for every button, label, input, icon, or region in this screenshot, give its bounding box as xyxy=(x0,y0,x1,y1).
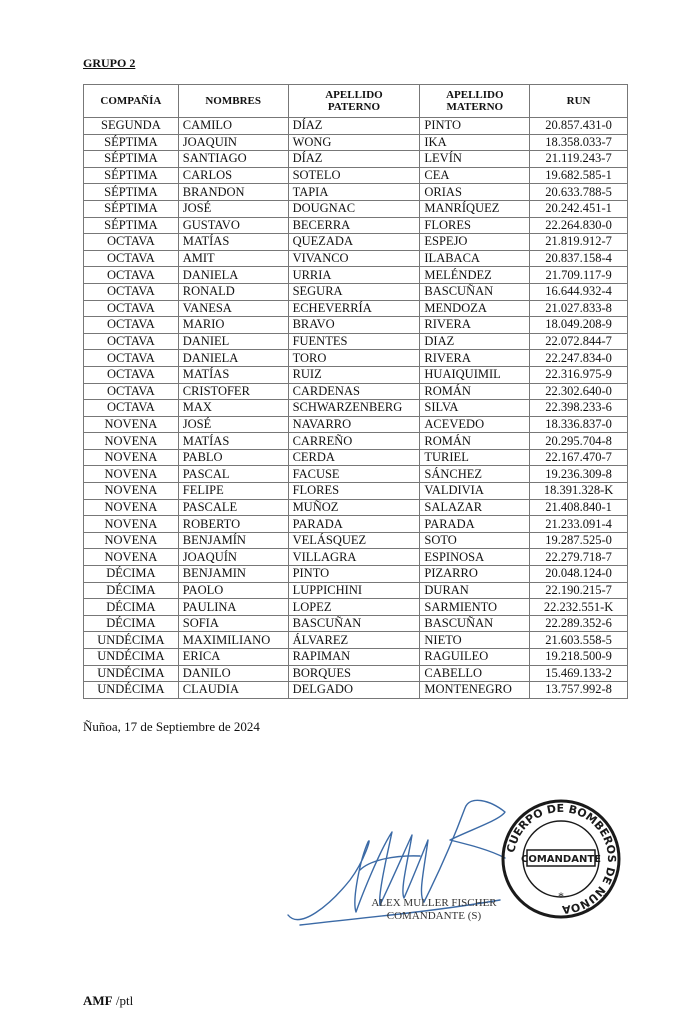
table-cell: MENDOZA xyxy=(420,300,530,317)
table-cell: NIETO xyxy=(420,632,530,649)
table-cell: MARIO xyxy=(178,317,288,334)
table-cell: PARADA xyxy=(420,516,530,533)
signer-block xyxy=(364,897,504,923)
table-cell: DÍAZ xyxy=(288,151,420,168)
table-cell: DÍAZ xyxy=(288,118,420,135)
table-row xyxy=(84,333,628,350)
table-cell: WONG xyxy=(288,134,420,151)
table-cell: RIVERA xyxy=(420,350,530,367)
table-cell: SOTO xyxy=(420,532,530,549)
table-cell: DÉCIMA xyxy=(84,566,179,583)
table-cell: DANIELA xyxy=(178,350,288,367)
table-row xyxy=(84,151,628,168)
table-cell: OCTAVA xyxy=(84,383,179,400)
table-cell: UNDÉCIMA xyxy=(84,632,179,649)
table-cell: MAX xyxy=(178,400,288,417)
header-line: RUN xyxy=(566,95,591,107)
table-row xyxy=(84,350,628,367)
table-cell: TURIEL xyxy=(420,449,530,466)
table-cell: ESPINOSA xyxy=(420,549,530,566)
table-cell: 18.358.033-7 xyxy=(530,134,628,151)
table-cell: 20.295.704-8 xyxy=(530,433,628,450)
table-row xyxy=(84,184,628,201)
table-row xyxy=(84,217,628,234)
table-cell: 21.027.833-8 xyxy=(530,300,628,317)
table-cell: NAVARRO xyxy=(288,416,420,433)
table-cell: SÉPTIMA xyxy=(84,184,179,201)
table-cell: DELGADO xyxy=(288,682,420,699)
table-cell: SÉPTIMA xyxy=(84,200,179,217)
table-cell: OCTAVA xyxy=(84,317,179,334)
seal-star-icon: * xyxy=(558,889,564,903)
table-cell: 19.236.309-8 xyxy=(530,466,628,483)
signature-stroke xyxy=(424,800,505,902)
table-cell: RAPIMAN xyxy=(288,649,420,666)
header-line: MATERNO xyxy=(446,101,504,113)
table-cell: BASCUÑAN xyxy=(420,283,530,300)
table-cell: QUEZADA xyxy=(288,234,420,251)
table-cell: JOAQUIN xyxy=(178,134,288,151)
table-cell: 21.819.912-7 xyxy=(530,234,628,251)
table-row xyxy=(84,267,628,284)
table-cell: ROMÁN xyxy=(420,383,530,400)
table-cell: SALAZAR xyxy=(420,499,530,516)
table-cell: JOAQUÍN xyxy=(178,549,288,566)
table-cell: PASCAL xyxy=(178,466,288,483)
table-cell: CAMILO xyxy=(178,118,288,135)
table-cell: SÉPTIMA xyxy=(84,217,179,234)
table-cell: VELÁSQUEZ xyxy=(288,532,420,549)
table-cell: MONTENEGRO xyxy=(420,682,530,699)
table-row xyxy=(84,234,628,251)
table-cell: OCTAVA xyxy=(84,350,179,367)
table-cell: UNDÉCIMA xyxy=(84,649,179,666)
table-row xyxy=(84,566,628,583)
table-cell: ÁLVAREZ xyxy=(288,632,420,649)
signature-stroke xyxy=(300,900,500,925)
table-cell: RAGUILEO xyxy=(420,649,530,666)
table-cell: 22.264.830-0 xyxy=(530,217,628,234)
table-cell: DANIELA xyxy=(178,267,288,284)
seal-ring-text: CUERPO DE BOMBEROS DE ÑUÑOA xyxy=(504,801,619,917)
table-cell: OCTAVA xyxy=(84,234,179,251)
table-cell: PIZARRO xyxy=(420,566,530,583)
table-cell: DÉCIMA xyxy=(84,599,179,616)
table-cell: 13.757.992-8 xyxy=(530,682,628,699)
table-cell: DANILO xyxy=(178,665,288,682)
table-cell: UNDÉCIMA xyxy=(84,665,179,682)
table-cell: DÉCIMA xyxy=(84,582,179,599)
table-cell: TORO xyxy=(288,350,420,367)
table-cell: SCHWARZENBERG xyxy=(288,400,420,417)
table-row xyxy=(84,250,628,267)
table-cell: VIVANCO xyxy=(288,250,420,267)
table-cell: 20.837.158-4 xyxy=(530,250,628,267)
table-cell: SANTIAGO xyxy=(178,151,288,168)
table-cell: CABELLO xyxy=(420,665,530,682)
table-cell: 22.072.844-7 xyxy=(530,333,628,350)
table-cell: TAPIA xyxy=(288,184,420,201)
seal-outer-ring xyxy=(503,801,619,917)
signer-name: ALEX MULLER FISCHER xyxy=(371,897,497,909)
table-cell: BASCUÑAN xyxy=(288,615,420,632)
header-line: PATERNO xyxy=(327,101,381,113)
table-cell: OCTAVA xyxy=(84,300,179,317)
table-cell: 20.242.451-1 xyxy=(530,200,628,217)
table-cell: 22.232.551-K xyxy=(530,599,628,616)
roster-body xyxy=(84,118,628,699)
table-cell: MAXIMILIANO xyxy=(178,632,288,649)
table-cell: CLAUDIA xyxy=(178,682,288,699)
table-row xyxy=(84,167,628,184)
table-cell: 16.644.932-4 xyxy=(530,283,628,300)
table-row xyxy=(84,532,628,549)
table-cell: MATÍAS xyxy=(178,366,288,383)
header-nombres xyxy=(178,85,288,118)
header-line: NOMBRES xyxy=(205,95,261,107)
table-cell: SEGURA xyxy=(288,283,420,300)
table-cell: RUIZ xyxy=(288,366,420,383)
table-cell: DOUGNAC xyxy=(288,200,420,217)
table-row xyxy=(84,466,628,483)
table-cell: BENJAMIN xyxy=(178,566,288,583)
table-cell: BECERRA xyxy=(288,217,420,234)
seal-inner-ring xyxy=(523,821,599,897)
table-cell: ERICA xyxy=(178,649,288,666)
signer-title: COMANDANTE (S) xyxy=(386,910,482,922)
table-cell: LOPEZ xyxy=(288,599,420,616)
table-cell: CERDA xyxy=(288,449,420,466)
table-cell: 22.279.718-7 xyxy=(530,549,628,566)
table-row xyxy=(84,416,628,433)
table-cell: BRANDON xyxy=(178,184,288,201)
header-line: COMPAÑÍA xyxy=(100,95,162,107)
table-cell: NOVENA xyxy=(84,416,179,433)
table-cell: SÁNCHEZ xyxy=(420,466,530,483)
table-cell: OCTAVA xyxy=(84,400,179,417)
table-row xyxy=(84,483,628,500)
table-cell: SEGUNDA xyxy=(84,118,179,135)
table-cell: NOVENA xyxy=(84,449,179,466)
table-row xyxy=(84,615,628,632)
table-row xyxy=(84,632,628,649)
table-cell: SÉPTIMA xyxy=(84,167,179,184)
table-cell: AMIT xyxy=(178,250,288,267)
table-cell: BENJAMÍN xyxy=(178,532,288,549)
table-cell: 19.682.585-1 xyxy=(530,167,628,184)
table-cell: 22.247.834-0 xyxy=(530,350,628,367)
table-cell: 20.857.431-0 xyxy=(530,118,628,135)
footer-initials-rest: /ptl xyxy=(112,993,134,1008)
signature-stroke xyxy=(380,835,428,905)
table-row xyxy=(84,400,628,417)
table-cell: SOFIA xyxy=(178,615,288,632)
table-row xyxy=(84,582,628,599)
table-cell: SARMIENTO xyxy=(420,599,530,616)
table-cell: 21.119.243-7 xyxy=(530,151,628,168)
table-cell: OCTAVA xyxy=(84,333,179,350)
table-cell: OCTAVA xyxy=(84,250,179,267)
table-cell: 19.218.500-9 xyxy=(530,649,628,666)
table-row xyxy=(84,549,628,566)
table-cell: 22.289.352-6 xyxy=(530,615,628,632)
table-row xyxy=(84,449,628,466)
table-cell: FELIPE xyxy=(178,483,288,500)
header-apellido-materno xyxy=(420,85,530,118)
table-cell: NOVENA xyxy=(84,516,179,533)
table-row xyxy=(84,433,628,450)
header-run xyxy=(530,85,628,118)
table-cell: NOVENA xyxy=(84,433,179,450)
table-cell: JOSÉ xyxy=(178,200,288,217)
seal-center-text: COMANDANTE xyxy=(521,854,601,865)
table-cell: ESPEJO xyxy=(420,234,530,251)
table-cell: PASCALE xyxy=(178,499,288,516)
table-cell: 20.048.124-0 xyxy=(530,566,628,583)
table-cell: 20.633.788-5 xyxy=(530,184,628,201)
table-row xyxy=(84,300,628,317)
table-cell: FLORES xyxy=(420,217,530,234)
table-cell: NOVENA xyxy=(84,532,179,549)
official-seal xyxy=(500,798,622,920)
table-cell: SÉPTIMA xyxy=(84,134,179,151)
table-cell: 18.049.208-9 xyxy=(530,317,628,334)
table-row xyxy=(84,599,628,616)
table-row xyxy=(84,499,628,516)
table-cell: 18.391.328-K xyxy=(530,483,628,500)
table-cell: IKA xyxy=(420,134,530,151)
table-row xyxy=(84,366,628,383)
table-cell: FUENTES xyxy=(288,333,420,350)
header-apellido-paterno xyxy=(288,85,420,118)
table-row xyxy=(84,665,628,682)
table-cell: PINTO xyxy=(288,566,420,583)
table-row xyxy=(84,649,628,666)
table-row xyxy=(84,134,628,151)
table-cell: 22.302.640-0 xyxy=(530,383,628,400)
signature-stroke xyxy=(360,856,420,870)
table-row xyxy=(84,283,628,300)
table-cell: 21.233.091-4 xyxy=(530,516,628,533)
table-cell: NOVENA xyxy=(84,466,179,483)
table-cell: VANESA xyxy=(178,300,288,317)
table-cell: FLORES xyxy=(288,483,420,500)
table-cell: CARLOS xyxy=(178,167,288,184)
table-cell: OCTAVA xyxy=(84,366,179,383)
table-cell: VILLAGRA xyxy=(288,549,420,566)
signature-strokes xyxy=(288,800,505,925)
table-cell: NOVENA xyxy=(84,499,179,516)
table-cell: MATÍAS xyxy=(178,234,288,251)
table-cell: OCTAVA xyxy=(84,267,179,284)
table-cell: BRAVO xyxy=(288,317,420,334)
table-cell: SÉPTIMA xyxy=(84,151,179,168)
table-cell: BASCUÑAN xyxy=(420,615,530,632)
table-row xyxy=(84,317,628,334)
table-cell: 15.469.133-2 xyxy=(530,665,628,682)
table-cell: 22.398.233-6 xyxy=(530,400,628,417)
table-cell: ACEVEDO xyxy=(420,416,530,433)
table-cell: JOSÉ xyxy=(178,416,288,433)
table-cell: LEVÍN xyxy=(420,151,530,168)
table-cell: PABLO xyxy=(178,449,288,466)
table-row xyxy=(84,200,628,217)
footer-initials xyxy=(83,993,133,1009)
table-cell: ROBERTO xyxy=(178,516,288,533)
table-cell: URRIA xyxy=(288,267,420,284)
table-cell: ILABACA xyxy=(420,250,530,267)
table-cell: UNDÉCIMA xyxy=(84,682,179,699)
header-compania xyxy=(84,85,179,118)
table-cell: NOVENA xyxy=(84,483,179,500)
table-cell: MUÑOZ xyxy=(288,499,420,516)
table-cell: MELÉNDEZ xyxy=(420,267,530,284)
table-cell: VALDIVIA xyxy=(420,483,530,500)
table-cell: DURAN xyxy=(420,582,530,599)
table-row xyxy=(84,118,628,135)
table-cell: PINTO xyxy=(420,118,530,135)
table-cell: PAOLO xyxy=(178,582,288,599)
table-row xyxy=(84,383,628,400)
table-cell: SILVA xyxy=(420,400,530,417)
table-cell: 18.336.837-0 xyxy=(530,416,628,433)
table-cell: 21.603.558-5 xyxy=(530,632,628,649)
table-cell: ECHEVERRÍA xyxy=(288,300,420,317)
table-cell: BORQUES xyxy=(288,665,420,682)
table-cell: 22.316.975-9 xyxy=(530,366,628,383)
table-row xyxy=(84,682,628,699)
table-cell: PAULINA xyxy=(178,599,288,616)
table-cell: GUSTAVO xyxy=(178,217,288,234)
header-line: APELLIDO xyxy=(325,89,383,101)
table-cell: DIAZ xyxy=(420,333,530,350)
table-cell: FACUSE xyxy=(288,466,420,483)
place-date: Ñuñoa, 17 de Septiembre de 2024 xyxy=(83,719,260,734)
table-cell: RONALD xyxy=(178,283,288,300)
table-cell: OCTAVA xyxy=(84,283,179,300)
table-cell: DÉCIMA xyxy=(84,615,179,632)
table-cell: 22.167.470-7 xyxy=(530,449,628,466)
roster-table xyxy=(83,84,628,699)
table-cell: SOTELO xyxy=(288,167,420,184)
table-cell: 19.287.525-0 xyxy=(530,532,628,549)
seal-center-box xyxy=(527,850,595,866)
table-cell: PARADA xyxy=(288,516,420,533)
page-heading: GRUPO 2 xyxy=(83,56,136,70)
table-cell: CARREÑO xyxy=(288,433,420,450)
table-cell: 22.190.215-7 xyxy=(530,582,628,599)
table-cell: HUAIQUIMIL xyxy=(420,366,530,383)
footer-initials-bold: AMF xyxy=(83,993,113,1008)
table-cell: 21.709.117-9 xyxy=(530,267,628,284)
table-cell: MATÍAS xyxy=(178,433,288,450)
table-cell: LUPPICHINI xyxy=(288,582,420,599)
table-cell: 21.408.840-1 xyxy=(530,499,628,516)
table-cell: MANRÍQUEZ xyxy=(420,200,530,217)
signature-stroke xyxy=(288,832,392,920)
table-cell: NOVENA xyxy=(84,549,179,566)
table-cell: ROMÁN xyxy=(420,433,530,450)
table-cell: CARDENAS xyxy=(288,383,420,400)
table-cell: DANIEL xyxy=(178,333,288,350)
table-row xyxy=(84,516,628,533)
table-header-row xyxy=(84,85,628,118)
table-cell: CRISTOFER xyxy=(178,383,288,400)
header-line: APELLIDO xyxy=(446,89,504,101)
table-cell: RIVERA xyxy=(420,317,530,334)
table-cell: ORIAS xyxy=(420,184,530,201)
table-cell: CEA xyxy=(420,167,530,184)
